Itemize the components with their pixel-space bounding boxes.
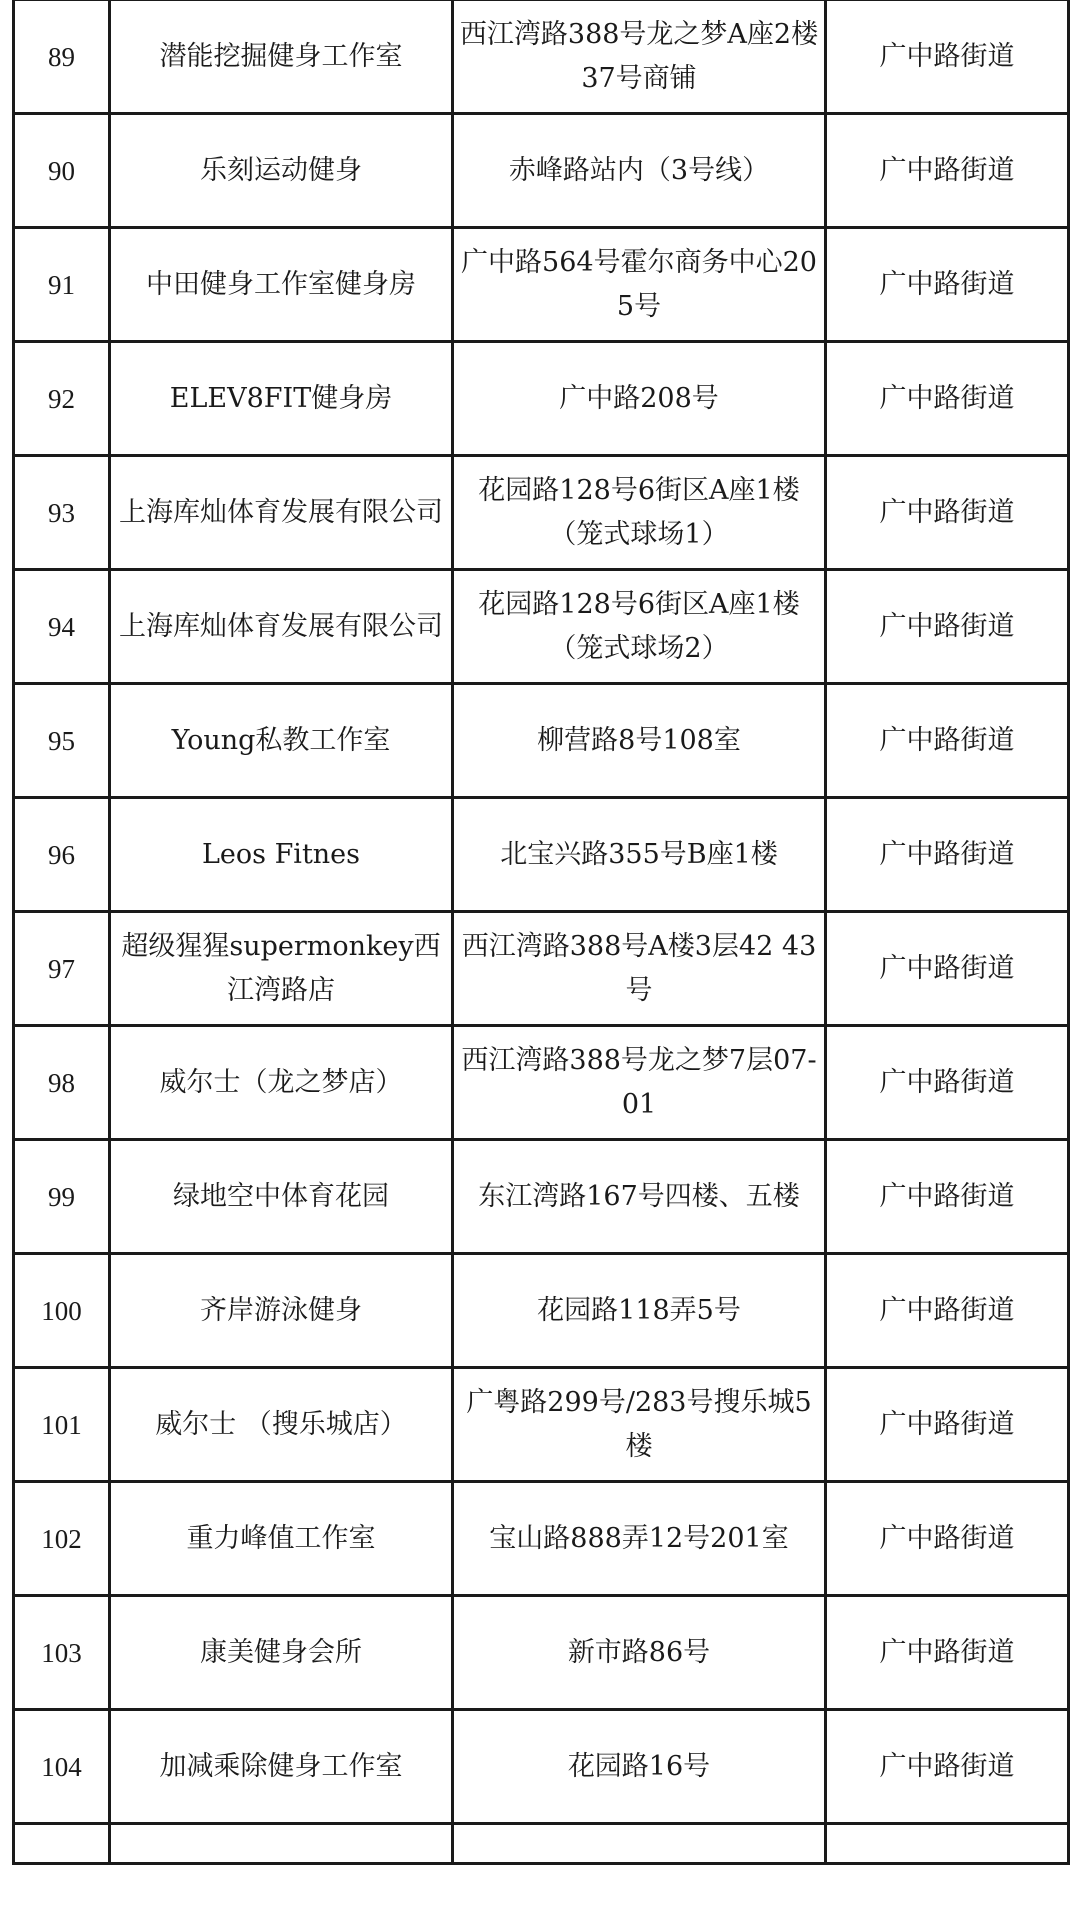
row-number: 100	[14, 1254, 110, 1368]
row-number: 92	[14, 342, 110, 456]
row-number: 97	[14, 912, 110, 1026]
row-number: 94	[14, 570, 110, 684]
venue-address: 西江湾路388号A楼3层42 43号	[453, 912, 826, 1026]
venue-name: ELEV8FIT健身房	[110, 342, 453, 456]
venue-street: 广中路街道	[826, 570, 1069, 684]
venue-address: 花园路128号6街区A座1楼（笼式球场2）	[453, 570, 826, 684]
venue-address: 花园路118弄5号	[453, 1254, 826, 1368]
venue-address: 花园路128号6街区A座1楼（笼式球场1）	[453, 456, 826, 570]
venue-address: 新市路86号	[453, 1596, 826, 1710]
row-number: 104	[14, 1710, 110, 1824]
venue-address: 广中路208号	[453, 342, 826, 456]
venue-address: 西江湾路388号龙之梦A座2楼37号商铺	[453, 0, 826, 114]
row-number: 96	[14, 798, 110, 912]
venue-street: 广中路街道	[826, 1710, 1069, 1824]
venue-name: Leos Fitnes	[110, 798, 453, 912]
venue-table	[12, 0, 1070, 1865]
row-number: 102	[14, 1482, 110, 1596]
venue-street: 广中路街道	[826, 228, 1069, 342]
venue-name: 威尔士（龙之梦店）	[110, 1026, 453, 1140]
table-row	[14, 1710, 1069, 1824]
venue-name: 康美健身会所	[110, 1596, 453, 1710]
venue-street: 广中路街道	[826, 1026, 1069, 1140]
venue-street: 广中路街道	[826, 1482, 1069, 1596]
table-row	[14, 0, 1069, 114]
venue-name: 超级猩猩supermonkey西江湾路店	[110, 912, 453, 1026]
venue-name: 加减乘除健身工作室	[110, 1710, 453, 1824]
row-number: 99	[14, 1140, 110, 1254]
empty-cell	[14, 1824, 110, 1864]
venue-name: 绿地空中体育花园	[110, 1140, 453, 1254]
venue-street: 广中路街道	[826, 912, 1069, 1026]
venue-street: 广中路街道	[826, 0, 1069, 114]
venue-street: 广中路街道	[826, 456, 1069, 570]
row-number: 103	[14, 1596, 110, 1710]
table-row	[14, 1368, 1069, 1482]
table-row	[14, 114, 1069, 228]
empty-cell	[453, 1824, 826, 1864]
table-row	[14, 228, 1069, 342]
venue-address: 广中路564号霍尔商务中心205号	[453, 228, 826, 342]
venue-address: 柳营路8号108室	[453, 684, 826, 798]
venue-address: 广粤路299号/283号搜乐城5楼	[453, 1368, 826, 1482]
row-number: 90	[14, 114, 110, 228]
venue-street: 广中路街道	[826, 798, 1069, 912]
venue-address: 西江湾路388号龙之梦7层07-01	[453, 1026, 826, 1140]
table-row	[14, 570, 1069, 684]
venue-name: 潜能挖掘健身工作室	[110, 0, 453, 114]
venue-street: 广中路街道	[826, 342, 1069, 456]
venue-name: 上海库灿体育发展有限公司	[110, 456, 453, 570]
venue-address: 东江湾路167号四楼、五楼	[453, 1140, 826, 1254]
venue-street: 广中路街道	[826, 1368, 1069, 1482]
venue-street: 广中路街道	[826, 1140, 1069, 1254]
venue-street: 广中路街道	[826, 1596, 1069, 1710]
venue-name: 威尔士 （搜乐城店）	[110, 1368, 453, 1482]
empty-cell	[826, 1824, 1069, 1864]
table-row	[14, 342, 1069, 456]
row-number: 91	[14, 228, 110, 342]
table-row	[14, 1596, 1069, 1710]
venue-name: Young私教工作室	[110, 684, 453, 798]
table-row	[14, 1026, 1069, 1140]
row-number: 93	[14, 456, 110, 570]
empty-cell	[110, 1824, 453, 1864]
venue-name: 重力峰值工作室	[110, 1482, 453, 1596]
table-row	[14, 684, 1069, 798]
row-number: 98	[14, 1026, 110, 1140]
venue-address: 北宝兴路355号B座1楼	[453, 798, 826, 912]
venue-name: 中田健身工作室健身房	[110, 228, 453, 342]
table-row	[14, 798, 1069, 912]
venue-street: 广中路街道	[826, 684, 1069, 798]
venue-name: 上海库灿体育发展有限公司	[110, 570, 453, 684]
venue-address: 花园路16号	[453, 1710, 826, 1824]
row-number: 101	[14, 1368, 110, 1482]
table-row	[14, 1140, 1069, 1254]
venue-name: 齐岸游泳健身	[110, 1254, 453, 1368]
table-row	[14, 912, 1069, 1026]
table-row	[14, 1482, 1069, 1596]
row-number: 95	[14, 684, 110, 798]
table-row	[14, 456, 1069, 570]
venue-address: 宝山路888弄12号201室	[453, 1482, 826, 1596]
venue-street: 广中路街道	[826, 1254, 1069, 1368]
venue-table-container	[12, 0, 1067, 1865]
table-row	[14, 1254, 1069, 1368]
venue-address: 赤峰路站内（3号线）	[453, 114, 826, 228]
venue-street: 广中路街道	[826, 114, 1069, 228]
table-row-partial	[14, 1824, 1069, 1864]
row-number: 89	[14, 0, 110, 114]
venue-name: 乐刻运动健身	[110, 114, 453, 228]
